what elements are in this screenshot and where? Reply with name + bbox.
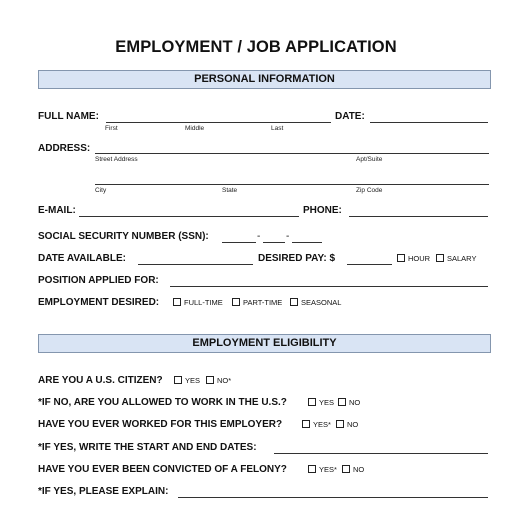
felony-row [38, 464, 490, 478]
email-phone-row [38, 205, 490, 219]
email-field[interactable] [79, 216, 299, 217]
work-authorization-no-label: NO [349, 398, 361, 407]
ssn-dash-2: - [286, 231, 290, 242]
state-caption: State [222, 187, 238, 194]
part-time-checkbox[interactable] [232, 298, 240, 306]
hour-option[interactable] [397, 254, 430, 263]
work-authorization-no-option[interactable] [338, 398, 360, 407]
felony-no-checkbox[interactable] [342, 465, 350, 473]
full-time-label: FULL-TIME [184, 298, 223, 307]
work-authorization-yes-label: YES [319, 398, 335, 407]
ssn-dash-1: - [257, 231, 261, 242]
desired-pay-label: DESIRED PAY: $ [258, 253, 336, 264]
felony-yes-label: YES* [319, 465, 337, 474]
date-available-field[interactable] [138, 264, 253, 265]
work-authorization-yes-checkbox[interactable] [308, 398, 316, 406]
felony-question: HAVE YOU EVER BEEN CONVICTED OF A FELONY? [38, 464, 287, 475]
employment-desired-label: EMPLOYMENT DESIRED: [38, 297, 160, 308]
ssn-part-1-field[interactable] [222, 242, 256, 243]
section-header-personal: PERSONAL INFORMATION [38, 70, 491, 89]
full-time-option[interactable] [173, 298, 223, 307]
part-time-option[interactable] [232, 298, 282, 307]
address-row [38, 143, 490, 157]
felony-no-option[interactable] [342, 465, 364, 474]
date-label: DATE: [335, 111, 365, 122]
ssn-label: SOCIAL SECURITY NUMBER (SSN): [38, 231, 209, 242]
ssn-part-3-field[interactable] [292, 242, 322, 243]
citizen-question: ARE YOU A U.S. CITIZEN? [38, 375, 163, 386]
felony-yes-checkbox[interactable] [308, 465, 316, 473]
salary-option[interactable] [436, 254, 476, 263]
hour-option-label: HOUR [408, 254, 431, 263]
work-authorization-yes-option[interactable] [308, 398, 334, 407]
work-authorization-row [38, 397, 490, 411]
employment-desired-row [38, 297, 490, 311]
citizen-no-label: NO* [217, 376, 232, 385]
worked-before-no-label: NO [347, 420, 359, 429]
full-name-label: FULL NAME: [38, 111, 99, 122]
felony-no-label: NO [353, 465, 365, 474]
last-name-caption: Last [271, 125, 284, 132]
citizen-no-option[interactable] [206, 376, 231, 385]
city-state-zip-field[interactable] [95, 184, 489, 185]
citizen-yes-checkbox[interactable] [174, 376, 182, 384]
position-field[interactable] [170, 286, 488, 287]
phone-label: PHONE: [303, 205, 342, 216]
start-end-dates-row [38, 442, 490, 456]
full-name-field[interactable] [106, 122, 331, 123]
felony-yes-option[interactable] [308, 465, 337, 474]
zip-code-caption: Zip Code [356, 187, 383, 194]
felony-explain-label: *IF YES, PLEASE EXPLAIN: [38, 486, 169, 497]
address-label: ADDRESS: [38, 143, 91, 154]
email-label: E-MAIL: [38, 205, 76, 216]
date-available-row [38, 253, 490, 267]
desired-pay-field[interactable] [347, 264, 392, 265]
ssn-part-2-field[interactable] [263, 242, 285, 243]
seasonal-label: SEASONAL [301, 298, 342, 307]
seasonal-checkbox[interactable] [290, 298, 298, 306]
middle-name-caption: Middle [185, 125, 205, 132]
worked-before-row [38, 419, 490, 433]
date-field[interactable] [370, 122, 488, 123]
worked-before-no-option[interactable] [336, 420, 358, 429]
salary-checkbox[interactable] [436, 254, 444, 262]
full-time-checkbox[interactable] [173, 298, 181, 306]
full-name-row [38, 111, 490, 125]
work-authorization-no-checkbox[interactable] [338, 398, 346, 406]
worked-before-question: HAVE YOU EVER WORKED FOR THIS EMPLOYER? [38, 419, 283, 430]
worked-before-yes-checkbox[interactable] [302, 420, 310, 428]
felony-explain-field[interactable] [178, 497, 488, 498]
salary-option-label: SALARY [447, 254, 477, 263]
position-row [38, 275, 490, 289]
form-title: EMPLOYMENT / JOB APPLICATION [115, 38, 397, 56]
worked-before-yes-label: YES* [313, 420, 331, 429]
felony-explain-row [38, 486, 490, 500]
phone-field[interactable] [349, 216, 488, 217]
worked-before-no-checkbox[interactable] [336, 420, 344, 428]
work-authorization-question: *IF NO, ARE YOU ALLOWED TO WORK IN THE U.S.? [38, 397, 287, 408]
first-name-caption: First [105, 125, 118, 132]
street-address-caption: Street Address [95, 156, 138, 163]
citizen-row [38, 375, 490, 389]
ssn-row [38, 231, 490, 245]
start-end-dates-label: *IF YES, WRITE THE START AND END DATES: [38, 442, 257, 453]
position-label: POSITION APPLIED FOR: [38, 275, 159, 286]
hour-checkbox[interactable] [397, 254, 405, 262]
seasonal-option[interactable] [290, 298, 341, 307]
start-end-dates-field[interactable] [274, 453, 488, 454]
section-header-eligibility: EMPLOYMENT ELIGIBILITY [38, 334, 491, 353]
citizen-no-checkbox[interactable] [206, 376, 214, 384]
date-available-label: DATE AVAILABLE: [38, 253, 126, 264]
apt-suite-caption: Apt/Suite [356, 156, 383, 163]
city-caption: City [95, 187, 107, 194]
street-address-field[interactable] [95, 153, 489, 154]
part-time-label: PART-TIME [243, 298, 283, 307]
citizen-yes-option[interactable] [174, 376, 200, 385]
citizen-yes-label: YES [185, 376, 201, 385]
worked-before-yes-option[interactable] [302, 420, 331, 429]
